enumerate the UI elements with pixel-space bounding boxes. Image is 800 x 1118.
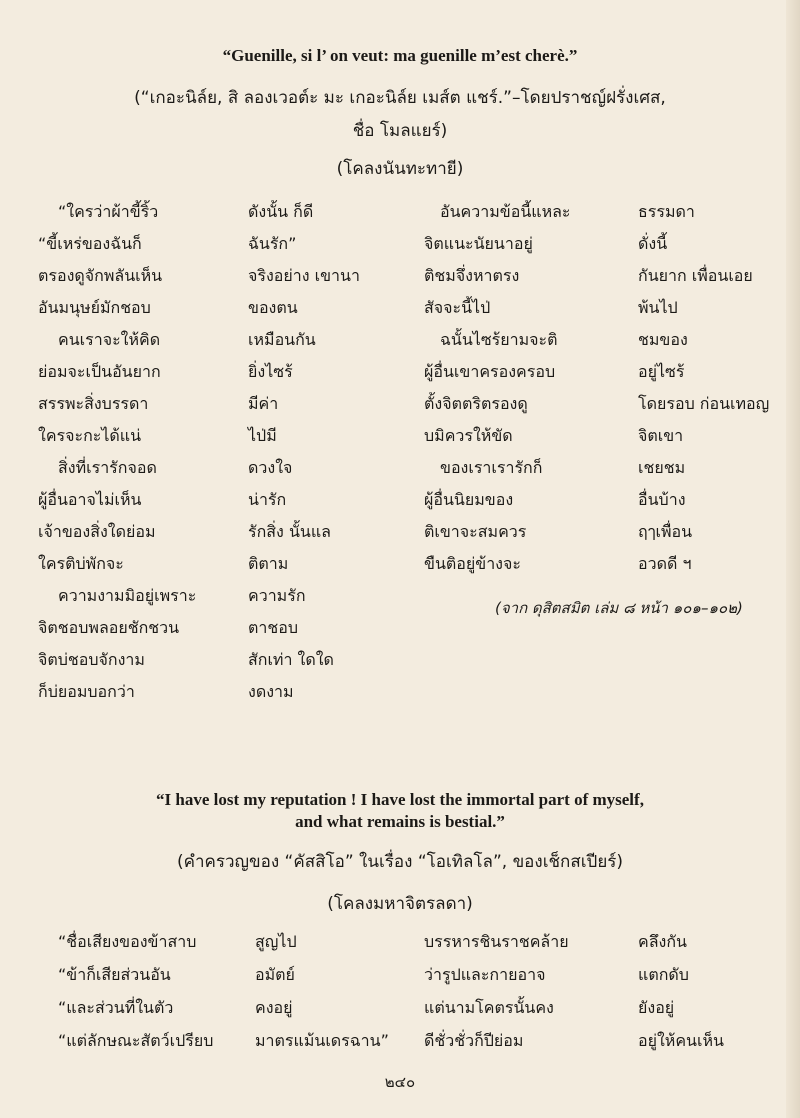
poem2-line-cell: สูญไป (255, 932, 297, 951)
poem1-right-line-b: โดยรอบ ก่อนเทอญ (638, 394, 770, 413)
poem1-right-line-a: อันความข้อนี้แหละ (440, 202, 571, 221)
othello-quote-attribution: (คำครวญของ “คัสสิโอ” ในเรื่อง “โอเทิลโล”, ของเช็กสเปียร์) (176, 852, 624, 872)
poem2-line-cell: ดีชั่วชั่วก็ปีย่อม (424, 1031, 524, 1050)
poem1-left-line-b: ความรัก (248, 586, 306, 605)
poem1-right-line-a: ของเราเรารักก็ (440, 458, 543, 477)
poem2-line-cell: คลึงกัน (638, 932, 687, 951)
poem1-right-line-a: ติเขาจะสมควร (424, 522, 527, 541)
poem1-left-line-a: ความงามมิอยู่เพราะ (58, 586, 197, 605)
poem1-source: (จาก ดุสิตสมิต เล่ม ๘ หน้า ๑๐๑–๑๐๒) (495, 599, 743, 617)
poem1-right-line-b: กันยาก เพื่อนเอย (638, 266, 753, 285)
poem1-right-line-b: อวดดี ฯ (638, 554, 692, 573)
poem2-line-cell: “และส่วนที่ในตัว (58, 998, 174, 1017)
poem1-right-line-a: สัจจะนี้ไป่ (424, 298, 491, 317)
poem1-left-line-b: น่ารัก (248, 490, 287, 509)
page-number: ๒๔๐ (384, 1073, 416, 1091)
poem1-left-line-a: “ใครว่าผ้าขี้ริ้ว (58, 202, 159, 221)
poem1-left-line-b: จริงอย่าง เขานา (248, 266, 360, 285)
poem1-left-line-a: สรรพะสิ่งบรรดา (38, 394, 149, 413)
poem1-left-line-b: ไป่มี (248, 426, 277, 445)
poem2-line-cell: “ชื่อเสียงของข้าสาบ (58, 932, 197, 951)
poem2-line-cell: “ข้าก็เสียส่วนอัน (58, 965, 171, 984)
poem2-line-cell: คงอยู่ (255, 998, 293, 1017)
poem1-right-line-a: ฉนั้นไซร้ยามจะติ (440, 330, 558, 349)
poem1-left-line-b: สักเท่า ใดใด (248, 650, 334, 669)
poem1-right-line-a: ผู้อื่นเขาครองครอบ (424, 362, 556, 381)
poem1-left-line-a: ย่อมจะเป็นอันยาก (38, 362, 161, 381)
poem1-right-line-b: อื่นบ้าง (638, 490, 686, 509)
poem1-left-line-a: ตรองดูจักพลันเห็น (38, 266, 163, 285)
poem1-left-line-b: งดงาม (248, 682, 294, 701)
poem2-line-cell: “แต่ลักษณะสัตว์เปรียบ (58, 1031, 214, 1050)
poem1-left-line-a: เจ้าของสิ่งใดย่อม (38, 522, 156, 541)
poem1-left-line-b: ยิ่งไซร้ (248, 362, 293, 381)
poem1-right-line-a: ขืนติอยู่ข้างจะ (424, 554, 521, 573)
poem2-line-cell: แต่นามโคตรนั้นคง (424, 998, 554, 1017)
poem1-right-line-b: อยู่ไซร้ (638, 362, 685, 381)
poem-meter-title: (โคลงนันทะทายี) (336, 159, 464, 179)
poem1-left-line-a: คนเราจะให้คิด (58, 330, 161, 349)
poem1-left-line-a: “ขี้เหร่ของฉันก็ (38, 234, 142, 253)
poem1-left-line-a: ผู้อื่นอาจไม่เห็น (38, 490, 142, 509)
poem1-left-line-b: ติตาม (248, 554, 289, 573)
poem1-left-line-b: ตาชอบ (248, 618, 298, 637)
othello-quote-line-2: and what remains is bestial.” (295, 812, 505, 831)
poem1-right-line-b: จิตเขา (638, 426, 684, 445)
poem1-left-line-b: ดวงใจ (248, 458, 293, 477)
poem1-left-line-a: ก็บ่ยอมบอกว่า (38, 682, 135, 701)
poem1-right-line-b: ธรรมดา (638, 202, 695, 221)
poem2-line-cell: แตกดับ (638, 965, 689, 984)
poem2-line-cell: บรรหารชินราชคล้าย (424, 932, 569, 951)
poem1-right-line-b: พ้นไป (638, 298, 678, 317)
french-quote-author: ชื่อ โมลแยร์) (352, 121, 448, 141)
othello-quote-line-1: “I have lost my reputation ! I have lost the immortal part of myself, (156, 790, 644, 809)
poem2-line-cell: ยังอยู่ (638, 998, 675, 1017)
poem1-right-line-b: เชยชม (638, 458, 686, 477)
poem1-left-line-b: ฉันรัก” (248, 234, 297, 253)
poem1-left-line-a: สิ่งที่เรารักจอด (58, 458, 157, 477)
poem1-right-line-a: ตั้งจิตตริตรองดู (424, 394, 528, 413)
poem1-right-line-b: ฤๅเพื่อน (638, 522, 693, 541)
poem2-meter-title: (โคลงมหาจิตรลดา) (327, 894, 473, 914)
poem1-left-line-a: ใครติบ่พักจะ (38, 554, 124, 573)
poem1-right-line-a: จิตแนะนัยนาอยู่ (424, 234, 533, 253)
poem1-right-line-a: ผู้อื่นนิยมของ (424, 490, 514, 509)
poem1-right-line-a: บมิควรให้ขัด (424, 426, 513, 445)
poem1-left-line-a: จิตชอบพลอยชักชวน (38, 618, 180, 637)
poem1-left-line-b: รักสิ่ง นั้นแล (248, 522, 331, 541)
poem1-left-line-b: ดังนั้น ก็ดี (248, 202, 314, 221)
poem2-line-cell: อมัตย์ (255, 965, 295, 984)
poem1-left-line-b: มีค่า (248, 394, 279, 413)
french-quote-thai-transliteration: (“เกอะนิล์ย, สิ ลองเวอต์ะ มะ เกอะนิล์ย เมส์ต แชร์.”–โดยปราชญ์ฝรั่งเศส, (134, 88, 666, 108)
poem2-line-cell: ว่ารูปและกายอาจ (424, 965, 546, 984)
poem1-right-line-b: ดั่งนี้ (638, 234, 668, 253)
poem1-left-line-b: ของตน (248, 298, 298, 317)
french-quote: “Guenille, si l’ on veut: ma guenille m’est cherè.” (222, 46, 578, 65)
poem1-left-line-a: อันมนุษย์มักชอบ (38, 298, 151, 317)
poem1-left-line-a: ใครจะกะได้แน่ (38, 426, 142, 445)
poem1-left-line-b: เหมือนกัน (248, 330, 316, 349)
poem1-right-line-a: ติชมจึ่งหาตรง (424, 266, 520, 285)
poem2-line-cell: อยู่ให้คนเห็น (638, 1031, 724, 1050)
poem1-right-line-b: ชมของ (638, 330, 688, 349)
poem1-left-line-a: จิตบ่ชอบจักงาม (38, 650, 145, 669)
poem2-line-cell: มาตรแม้นเดรฉาน” (255, 1031, 389, 1050)
